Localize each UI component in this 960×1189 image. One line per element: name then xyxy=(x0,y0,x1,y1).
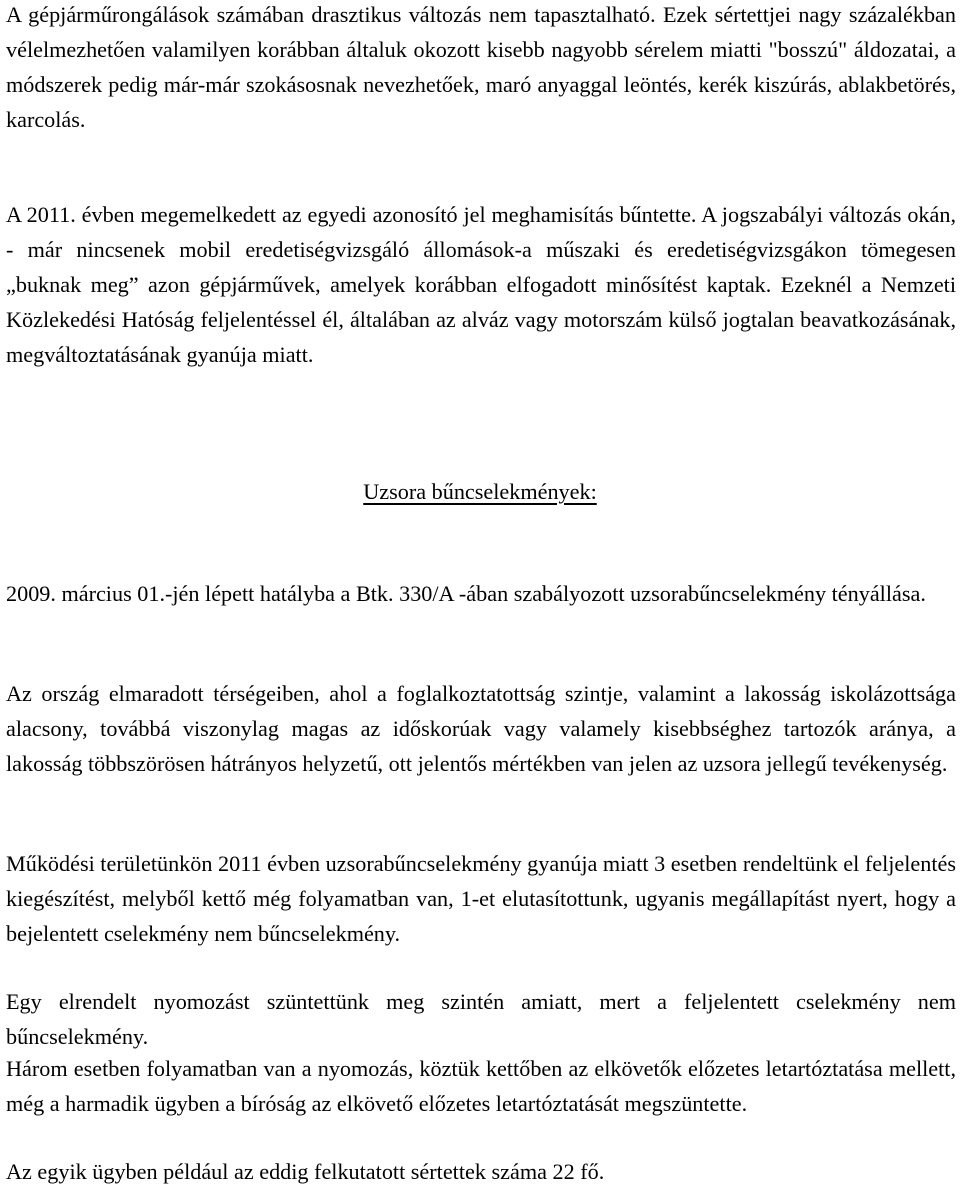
paragraph-victims-count xyxy=(6,1154,956,1189)
paragraph-ongoing-investigations xyxy=(6,1051,956,1121)
paragraph-text: Az ország elmaradott térségeiben, ahol a foglalkoztatottság szintje, valamint a lakosság iskolázottsága alacsony, továbbá viszonylag magas az időskorúak vagy valamely kisebbséghez tartozók aránya, a lakosság többszörösen hátrányos helyzetű, ott jelentős mértékben van jelen az uzsora jellegű tevékenység. xyxy=(6,681,956,776)
paragraph-text: Egy elrendelt nyomozást szüntettünk meg szintén amiatt, mert a feljelentett cselekmény nem bűncselekmény. xyxy=(6,989,956,1049)
paragraph-text: A gépjárműrongálások számában drasztikus változás nem tapasztalható. Ezek sértettjei nagy százalékban vélelmezhetően valamilyen korábban általuk okozott kisebb nagyobb sérelem miatti "bosszú" áldozatai, a módszerek pedig már-már szokásosnak nevezhetőek, maró anyaggal leöntés, kerék kiszúrás, ablakbetörés, karcolás. xyxy=(6,2,956,132)
paragraph-usury-regions xyxy=(6,676,956,781)
paragraph-terminated-investigation xyxy=(6,984,956,1054)
paragraph-text: Három esetben folyamatban van a nyomozás, köztük kettőben az elkövetők előzetes letartóztatása mellett, még a harmadik ügyben a bíróság az elkövető előzetes letartóztatását megszüntette. xyxy=(6,1056,956,1116)
section-heading-usury xyxy=(0,474,960,509)
paragraph-usury-law xyxy=(6,576,956,611)
paragraph-text: 2009. március 01.-jén lépett hatályba a Btk. 330/A -ában szabályozott uzsorabűncselekmény tényállása. xyxy=(6,581,926,606)
paragraph-usury-cases xyxy=(6,846,956,951)
paragraph-vehicle-damage xyxy=(6,0,956,137)
paragraph-text: Az egyik ügyben például az eddig felkutatott sértettek száma 22 fő. xyxy=(6,1159,605,1184)
paragraph-text: Működési területünkön 2011 évben uzsorabűncselekmény gyanúja miatt 3 esetben rendeltünk el feljelentés kiegészítést, melyből kettő még folyamatban van, 1-et elutasítottunk, ugyanis megállapítást nyert, hogy a bejelentett cselekmény nem bűncselekmény. xyxy=(6,851,956,946)
paragraph-id-forgery xyxy=(6,197,956,372)
heading-text: Uzsora bűncselekmények: xyxy=(363,479,597,504)
paragraph-text: A 2011. évben megemelkedett az egyedi azonosító jel meghamisítás bűntette. A jogszabályi változás okán, - már nincsenek mobil eredetiségvizsgáló állomások-a műszaki és eredetiségvizsgákon tömegesen „buknak meg” azon gépjárművek, amelyek korábban elfogadott minősítést kaptak. Ezeknél a Nemzeti Közlekedési Hatóság feljelentéssel él, általában az alváz vagy motorszám külső jogtalan beavatkozásának, megváltoztatásának gyanúja miatt. xyxy=(6,202,956,367)
